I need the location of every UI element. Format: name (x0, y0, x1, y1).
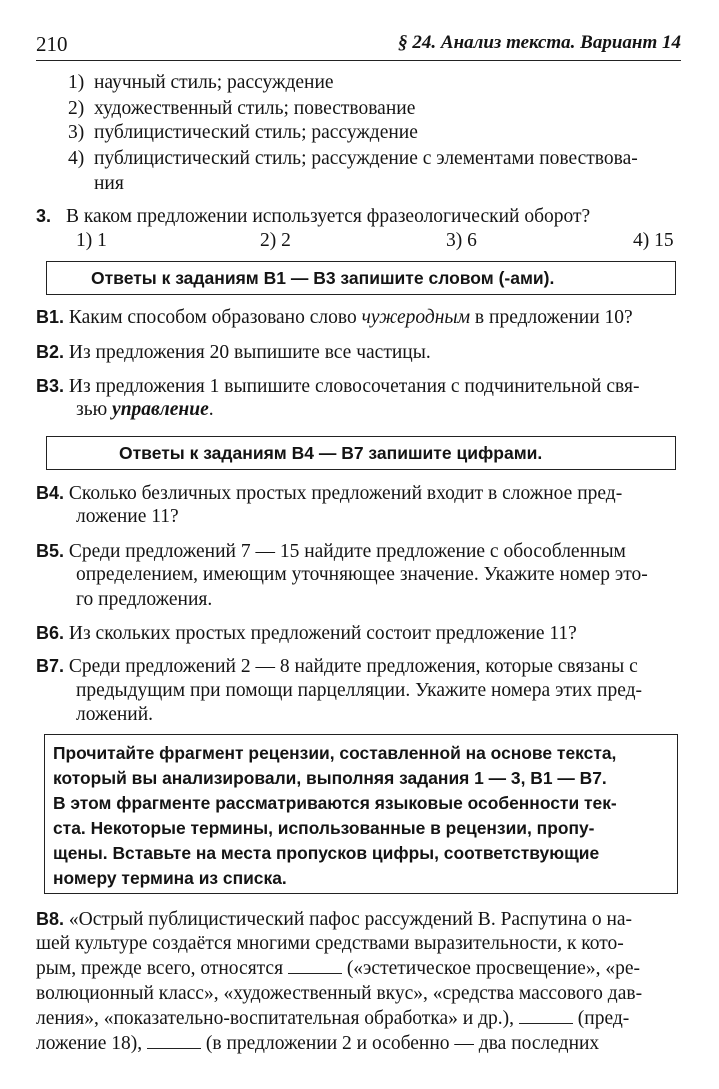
option-text: художественный стиль; повествование (94, 98, 416, 119)
task-text: Среди предложений 2 — 8 найдите предложения, которые связаны с (68, 656, 638, 677)
task-text: Из скольких простых предложений состоит предложение 11? (68, 623, 577, 644)
question-3 (36, 204, 590, 229)
task-b1 (36, 305, 633, 330)
task-text: Сколько безличных простых предложений входит в сложное пред- (68, 483, 623, 504)
task-text: зью (76, 399, 108, 420)
q2-option-3 (68, 121, 418, 145)
task-label: В3. (36, 376, 65, 396)
task-b3-line-1 (36, 374, 639, 399)
task-b5-line-3: го предложения. (76, 589, 213, 610)
instruction-box-b1-b3 (46, 261, 676, 295)
instruction-text: Ответы к заданиям В4 — В7 запишите цифрами. (119, 443, 543, 463)
review-instruction-box (44, 734, 678, 894)
task-text: в предложении 10? (474, 307, 633, 328)
task-b8-line-2: шей культуре создаётся многими средствами выразительности, к кото- (36, 933, 624, 954)
question-number: 3. (36, 206, 52, 226)
q2-option-2 (68, 97, 415, 121)
task-label: В5. (36, 541, 65, 561)
task-b4-line-1 (36, 481, 622, 506)
task-label: В2. (36, 342, 65, 362)
task-text: Из предложения 1 выпишите словосочетания с подчинительной свя- (68, 376, 640, 397)
option-text: публицистический стиль; рассуждение с элементами повествова- (94, 148, 638, 169)
task-text: Из предложения 20 выпишите все частицы. (68, 342, 431, 363)
task-label: В8. (36, 909, 65, 929)
q3-answer-1: 1) 1 (76, 230, 107, 251)
review-instruction-line: номеру термина из списка. (53, 868, 287, 888)
review-instruction-line: щены. Вставьте на места пропусков цифры, соответствующие (53, 843, 600, 863)
review-instruction-line: который вы анализировали, выполняя задания 1 — 3, В1 — В7. (53, 768, 607, 788)
task-b4-line-2: ложение 11? (76, 506, 179, 527)
task-text: . (208, 399, 214, 420)
answer-blank (147, 1032, 201, 1049)
task-text: ложение 18), (36, 1033, 143, 1054)
task-text: «Острый публицистический пафос рассуждений В. Распутина о на- (68, 909, 633, 930)
q3-answer-4: 4) 15 (633, 230, 674, 251)
task-b5-line-2: определением, имеющим уточняющее значение. Укажите номер это- (76, 564, 648, 585)
section-title: § 24. Анализ текста. Вариант 14 (398, 32, 681, 53)
task-b7-line-2: предыдущим при помощи парцелляции. Укажите номера этих пред- (76, 680, 643, 701)
task-term: управление (112, 399, 209, 420)
task-label: В7. (36, 656, 65, 676)
task-term: чужеродным (361, 307, 471, 328)
review-instruction-line: Прочитайте фрагмент рецензии, составленной на основе текста, (53, 743, 617, 763)
q3-answer-2: 2) 2 (260, 230, 291, 251)
task-b3-line-2 (76, 398, 214, 422)
task-b7-line-1 (36, 654, 638, 679)
task-text: («эстетическое просвещение», «ре- (346, 958, 640, 979)
option-text: научный стиль; рассуждение (94, 72, 334, 93)
review-instruction-line: В этом фрагменте рассматриваются языковые особенности тек- (53, 793, 617, 813)
page-number: 210 (36, 32, 68, 56)
instruction-text: Ответы к заданиям В1 — В3 запишите словом (-ами). (91, 268, 555, 288)
question-text: В каком предложении используется фразеологический оборот? (66, 206, 591, 227)
q2-option-1 (68, 71, 334, 95)
instruction-box-b4-b7 (46, 436, 676, 470)
answer-blank (288, 957, 342, 974)
task-label: В6. (36, 623, 65, 643)
q2-option-4-continuation: ния (94, 173, 124, 194)
task-text: ления», «показательно-воспитательная обработка» и др.), (36, 1008, 515, 1029)
task-label: В1. (36, 307, 65, 327)
option-number: 1) (68, 72, 85, 93)
option-number: 2) (68, 98, 85, 119)
q3-answer-3: 3) 6 (446, 230, 477, 251)
option-number: 3) (68, 122, 85, 143)
page-header (36, 30, 681, 62)
task-b2 (36, 340, 431, 365)
task-text: (пред- (577, 1008, 630, 1029)
task-text: Каким способом образовано слово (68, 307, 357, 328)
answer-blank (519, 1007, 573, 1024)
task-b8-line-3 (36, 957, 640, 981)
task-b8-line-6 (36, 1032, 599, 1056)
task-text: рым, прежде всего, относятся (36, 958, 284, 979)
task-b5-line-1 (36, 539, 626, 564)
task-b8-line-5 (36, 1007, 629, 1031)
task-text: Среди предложений 7 — 15 найдите предложение с обособленным (68, 541, 626, 562)
task-b8-line-4: волюционный класс», «художественный вкус», «средства массового дав- (36, 983, 643, 1004)
q2-option-4 (68, 147, 638, 171)
option-number: 4) (68, 148, 85, 169)
task-label: В4. (36, 483, 65, 503)
header-rule (36, 60, 681, 61)
task-b8-line-1 (36, 907, 632, 932)
task-b7-line-3: ложений. (76, 704, 154, 725)
review-instruction-line: ста. Некоторые термины, использованные в рецензии, пропу- (53, 818, 595, 838)
option-text: публицистический стиль; рассуждение (94, 122, 418, 143)
task-b6 (36, 621, 577, 646)
task-text: (в предложении 2 и особенно — два последних (205, 1033, 600, 1054)
